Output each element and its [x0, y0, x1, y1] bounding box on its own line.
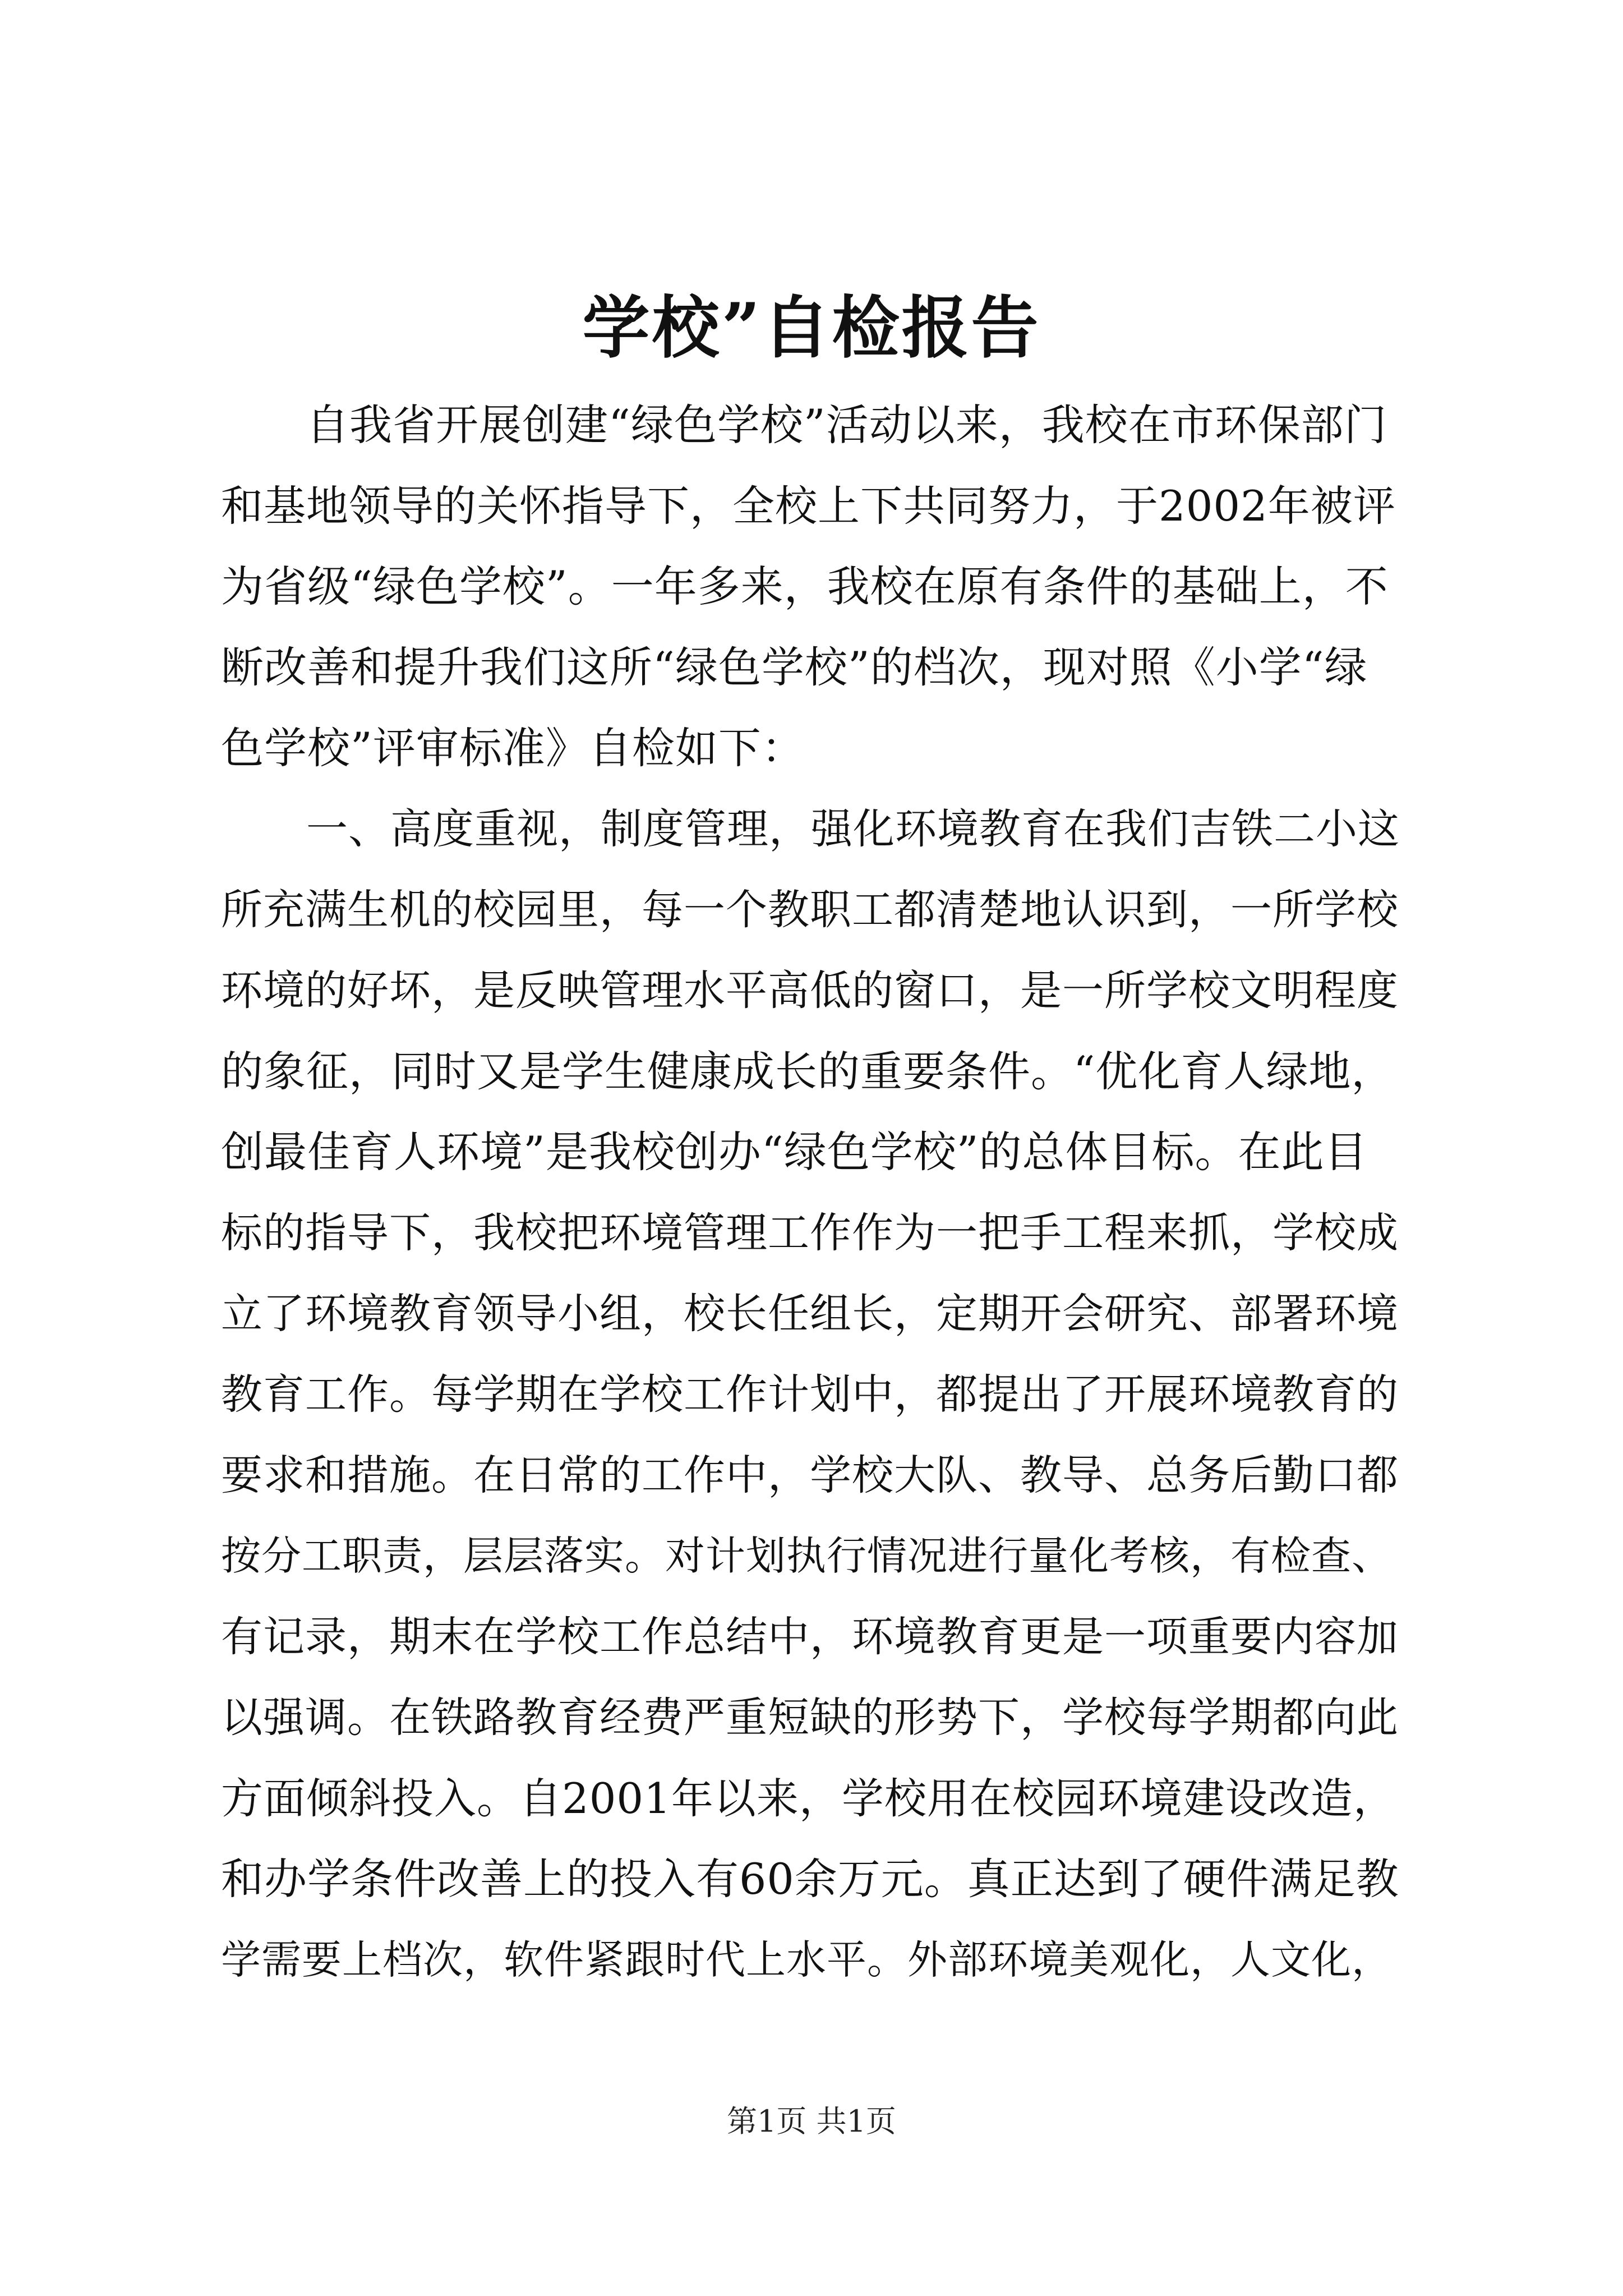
text-line: 环境的好坏，是反映管理水平高低的窗口，是一所学校文明程度	[221, 967, 1399, 1015]
document-title: 学校”自检报告	[582, 288, 1041, 367]
text-line: 教育工作。每学期在学校工作计划中，都提出了开展环境教育的	[221, 1370, 1399, 1419]
text-line: 有记录，期末在学校工作总结中，环境教育更是一项重要内容加	[221, 1613, 1399, 1661]
text-line: 和办学条件改善上的投入有60余万元。真正达到了硬件满足教	[221, 1854, 1399, 1904]
text-line: 色学校”评审标准》自检如下：	[221, 723, 805, 773]
document-body	[221, 385, 1404, 2000]
text-line: 断改善和提升我们这所“绿色学校”的档次，现对照《小学“绿	[221, 642, 1368, 692]
text-line: 的象征，同时又是学生健康成长的重要条件。“优化育人绿地，	[221, 1047, 1394, 1096]
text-line: 创最佳育人环境”是我校创办“绿色学校”的总体目标。在此目	[221, 1127, 1368, 1177]
text-line: 为省级“绿色学校”。一年多来，我校在原有条件的基础上，不	[221, 562, 1389, 611]
text-line: 一、高度重视，制度管理，强化环境教育在我们吉铁二小这	[306, 805, 1400, 853]
text-line: 按分工职责，层层落实。对计划执行情况进行量化考核，有检查、	[221, 1533, 1393, 1579]
text-line: 以强调。在铁路教育经费严重短缺的形势下，学校每学期都向此	[221, 1694, 1399, 1742]
page-footer: 第1页 共1页	[727, 2104, 896, 2139]
text-line: 和基地领导的关怀指导下，全校上下共同努力，于2002年被评	[221, 481, 1396, 531]
text-line: 立了环境教育领导小组，校长任组长，定期开会研究、部署环境	[221, 1290, 1399, 1338]
text-line: 学需要上档次，软件紧跟时代上水平。外部环境美观化，人文化，	[221, 1936, 1393, 1983]
text-line: 方面倾斜投入。自2001年以来，学校用在校园环境建设改造，	[221, 1774, 1396, 1823]
text-line: 要求和措施。在日常的工作中，学校大队、教导、总务后勤口都	[221, 1451, 1399, 1499]
text-line: 所充满生机的校园里，每一个教职工都清楚地认识到，一所学校	[221, 886, 1399, 934]
text-line: 标的指导下，我校把环境管理工作作为一把手工程来抓，学校成	[221, 1209, 1399, 1257]
text-line: 自我省开展创建“绿色学校”活动以来，我校在市环保部门	[306, 400, 1387, 450]
